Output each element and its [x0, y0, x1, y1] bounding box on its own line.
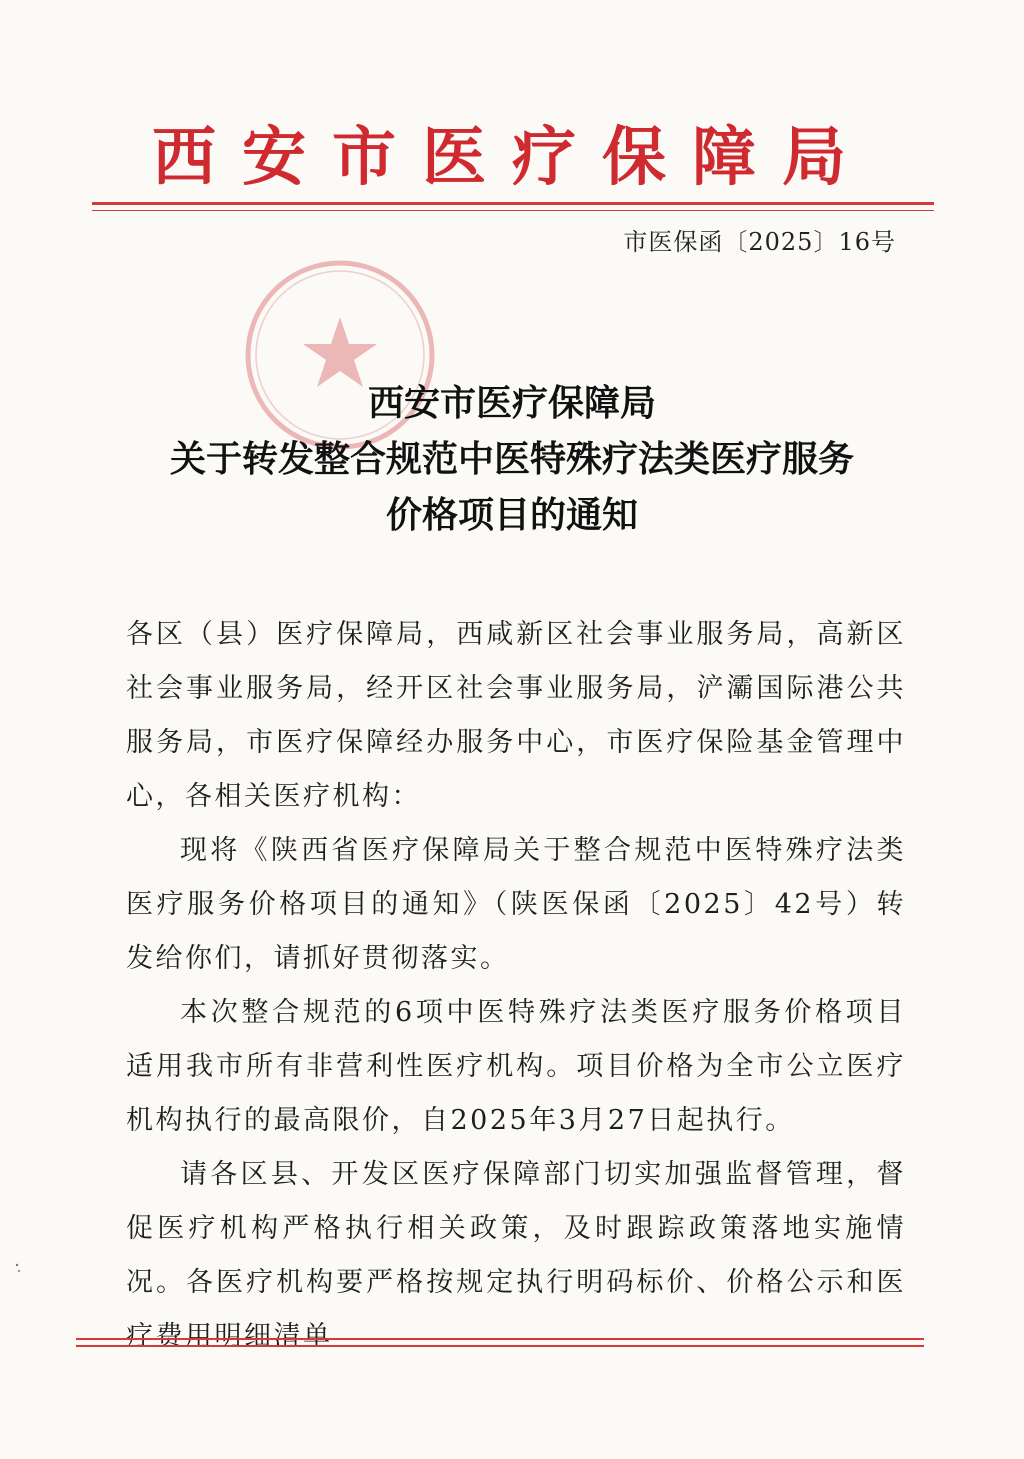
recipients-paragraph: 各区（县）医疗保障局，西咸新区社会事业服务局，高新区社会事业服务局，经开区社会事业服务局，浐灞国际港公共服务局，市医疗保障经办服务中心，市医疗保险基金管理中心，各相关医疗机构： [126, 619, 906, 812]
footer-red-rule [76, 1338, 924, 1340]
notice-title-line-1: 西安市医疗保障局 [367, 383, 656, 424]
notice-title-line-3: 价格项目的通知 [385, 495, 638, 536]
body-paragraph-2: 本次整合规范的6项中医特殊疗法类医疗服务价格项目适用我市所有非营利性医疗机构。项目价格为全市公立医疗机构执行的最高限价，自2025年3月27日起执行。 [126, 997, 906, 1136]
letterhead-org-name: 西安市医疗保障局 [152, 120, 872, 195]
body-paragraph-1: 现将《陕西省医疗保障局关于整合规范中医特殊疗法类医疗服务价格项目的通知》（陕医保函〔2025〕42号）转发给你们，请抓好贯彻落实。 [126, 835, 906, 974]
document-number: 市医保函〔2025〕16号 [623, 228, 896, 256]
scan-speck [14, 1262, 22, 1276]
notice-body [126, 608, 906, 1364]
letterhead-red-rule-thin [92, 210, 934, 211]
notice-title-line-2: 关于转发整合规范中医特殊疗法类医疗服务 [169, 439, 854, 480]
body-paragraph-3: 请各区县、开发区医疗保障部门切实加强监督管理，督促医疗机构严格执行相关政策，及时跟踪政策落地实施情况。各医疗机构要严格按规定执行明码标价、价格公示和医疗费用明细清单 [126, 1159, 906, 1352]
footer-red-rule-second [76, 1345, 924, 1347]
letterhead-red-rule [92, 202, 934, 205]
